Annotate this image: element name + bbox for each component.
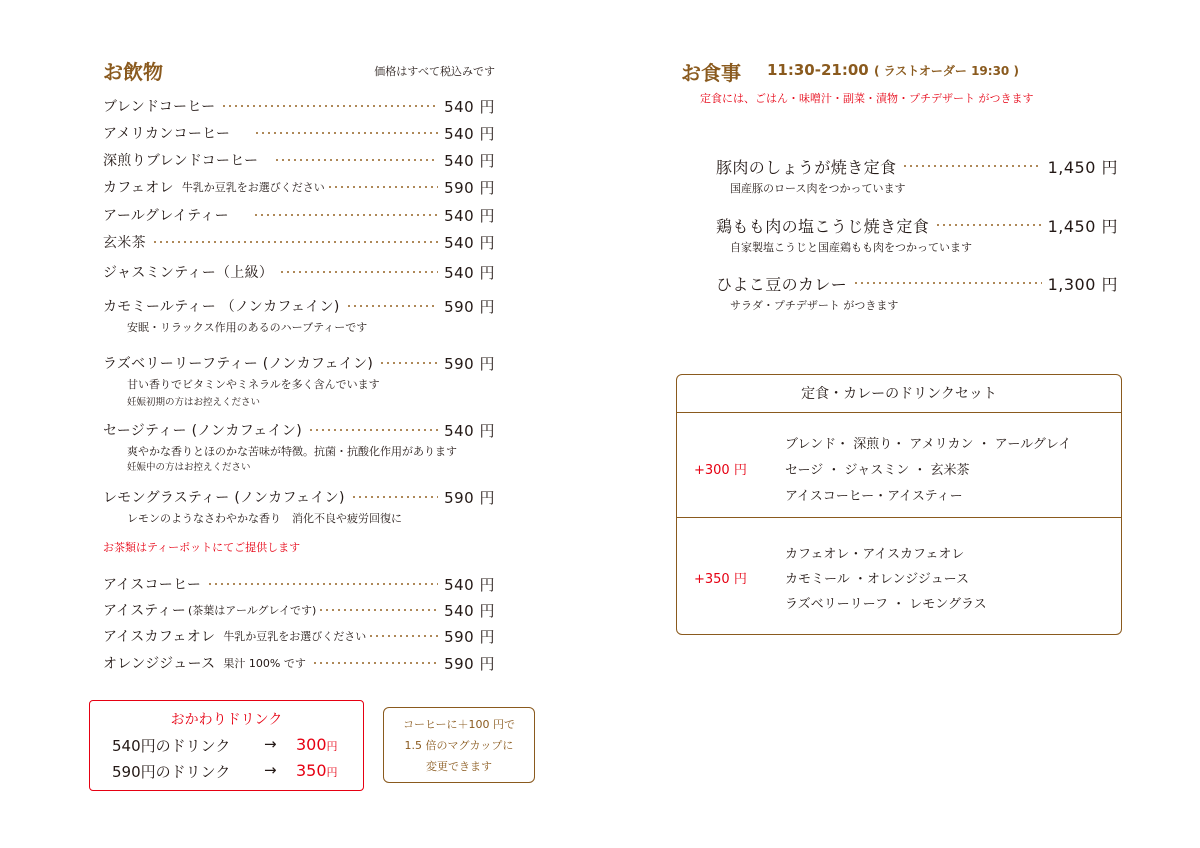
dot-leader <box>902 165 1041 167</box>
dot-leader <box>253 214 438 216</box>
item-name: アイスコーヒー <box>103 577 202 593</box>
item-caution: 妊娠初期の方はお控えください <box>127 397 261 408</box>
set-meal-note: 定食には、ごはん・味噌汁・副菜・漬物・プチデザート がつきます <box>700 92 1034 105</box>
item-price: 540 円 <box>444 206 495 225</box>
arrow-icon: → <box>264 761 277 779</box>
item-caution: 妊娠中の方はお控えください <box>127 462 251 473</box>
item-name: 玄米茶 <box>103 235 146 251</box>
item-option: 牛乳か豆乳をお選びください <box>181 181 325 194</box>
menu-item-raspberry-leaf-tea <box>103 352 495 374</box>
item-price: 540 円 <box>444 97 495 116</box>
dot-leader <box>327 186 438 188</box>
item-name: ラズベリーリーフティー (ノンカフェイン) <box>103 356 374 372</box>
menu-item-blend-coffee <box>103 95 495 117</box>
item-price: 540 円 <box>444 421 495 440</box>
dot-leader <box>346 305 438 307</box>
item-description: 爽やかな香りとほのかな苦味が特徴。抗菌・抗酸化作用があります <box>127 445 457 458</box>
menu-item-chickpea-curry <box>716 271 1118 295</box>
refill-price: 300円 <box>296 735 338 754</box>
menu-item-ginger-pork <box>716 154 1118 178</box>
dot-leader <box>351 496 438 498</box>
refill-row <box>112 761 338 782</box>
drink-set-box <box>676 374 1122 635</box>
set-price: +300 円 <box>694 463 747 478</box>
set-divider <box>677 517 1121 518</box>
set-drink-line: カフェオレ・アイスカフェオレ <box>785 547 965 562</box>
dot-leader <box>207 583 438 585</box>
item-price: 590 円 <box>444 654 495 673</box>
item-name: カフェオレ <box>103 180 174 196</box>
refill-box <box>89 700 364 791</box>
item-price: 1,450 円 <box>1047 157 1118 177</box>
menu-item-chamomile-tea <box>103 295 495 317</box>
teapot-note: お茶類はティーポットにてご提供します <box>103 541 301 554</box>
menu-item-orange-juice <box>103 652 495 674</box>
item-price: 540 円 <box>444 601 495 620</box>
menu-item-dark-roast <box>103 149 495 171</box>
item-price: 1,300 円 <box>1047 274 1118 294</box>
dot-leader <box>254 132 438 134</box>
dot-leader <box>279 271 438 273</box>
item-price: 1,450 円 <box>1047 216 1118 236</box>
refill-price: 350円 <box>296 761 338 780</box>
item-name: アールグレイティー <box>103 208 229 224</box>
dot-leader <box>379 362 438 364</box>
item-name: アイスカフェオレ <box>103 629 216 645</box>
drinks-header <box>103 56 495 84</box>
refill-row <box>112 735 338 756</box>
mug-note-line: コーヒーに＋100 円で <box>402 718 516 731</box>
item-price: 540 円 <box>444 233 495 252</box>
item-name: 深煎りブレンドコーヒー <box>103 153 259 169</box>
dot-leader <box>935 224 1041 226</box>
item-description: 甘い香りでビタミンやミネラルを多く含んでいます <box>127 378 380 391</box>
dot-leader <box>853 282 1041 284</box>
item-name: アメリカンコーヒー <box>103 126 231 142</box>
item-name: オレンジジュース <box>103 656 216 672</box>
mug-note-line: 1.5 倍のマグカップに <box>404 739 514 752</box>
dot-leader <box>308 429 438 431</box>
dot-leader <box>221 105 438 107</box>
dot-leader <box>152 241 438 243</box>
menu-item-genmaicha <box>103 231 495 253</box>
set-drink-line: ブレンド・ 深煎り・ アメリカン ・ アールグレイ <box>785 437 1072 452</box>
menu-item-earl-grey <box>103 204 495 226</box>
menu-item-iced-coffee <box>103 573 495 595</box>
item-name: ジャスミンティー（上級） <box>103 265 274 281</box>
dot-leader <box>368 635 438 637</box>
set-drink-line: カモミール ・オレンジジュース <box>785 572 969 587</box>
set-drink-line: アイスコーヒー・アイスティー <box>785 489 963 504</box>
set-drink-line: ラズベリーリーフ ・ レモングラス <box>785 597 987 612</box>
item-name: ひよこ豆のカレー <box>716 274 848 294</box>
item-price: 590 円 <box>444 297 495 316</box>
item-option: 牛乳か豆乳をお選びください <box>223 630 367 643</box>
menu-item-cafe-au-lait <box>103 176 495 198</box>
menu-item-shio-koji-chicken <box>716 213 1118 237</box>
dot-leader <box>312 662 438 664</box>
item-price: 590 円 <box>444 627 495 646</box>
dot-leader <box>318 609 438 611</box>
item-price: 540 円 <box>444 263 495 282</box>
mug-upgrade-note <box>383 707 535 783</box>
item-name: カモミールティー （ノンカフェイン) <box>103 299 340 315</box>
last-order: ( ラストオーダー 19:30 ) <box>873 64 1019 78</box>
menu-item-iced-tea <box>103 599 495 621</box>
item-description: サラダ・プチデザート がつきます <box>730 299 899 312</box>
item-description: 安眠・リラックス作用のあるのハーブティーです <box>127 321 368 334</box>
arrow-icon: → <box>264 735 277 753</box>
business-hours: 11:30-21:00 <box>767 61 869 79</box>
mug-note-line: 変更できます <box>426 760 492 773</box>
food-hours <box>767 61 1019 79</box>
item-name: 鶏もも肉の塩こうじ焼き定食 <box>716 216 930 236</box>
item-name: ブレンドコーヒー <box>103 99 216 115</box>
item-price: 590 円 <box>444 354 495 373</box>
food-title: お食事 <box>681 61 741 85</box>
set-price: +350 円 <box>694 572 747 587</box>
item-option: (茶葉はアールグレイです) <box>188 604 317 617</box>
set-drink-line: セージ ・ ジャスミン ・ 玄米茶 <box>785 463 970 478</box>
dot-leader <box>274 159 438 161</box>
menu-item-lemongrass-tea <box>103 486 495 508</box>
refill-label: 540円のドリンク <box>112 737 231 755</box>
tax-note: 価格はすべて税込みです <box>374 65 495 78</box>
item-description: 国産豚のロース肉をつかっています <box>730 182 906 195</box>
item-price: 540 円 <box>444 575 495 594</box>
item-description: 自家製塩こうじと国産鶏もも肉をつかっています <box>730 241 972 254</box>
menu-item-american-coffee <box>103 122 495 144</box>
item-name: 豚肉のしょうが焼き定食 <box>716 157 897 177</box>
item-name: セージティー (ノンカフェイン) <box>103 423 302 439</box>
item-price: 540 円 <box>444 151 495 170</box>
item-option: 果汁 100% です <box>223 657 306 670</box>
refill-label: 590円のドリンク <box>112 763 231 781</box>
menu-item-iced-cafe-au-lait <box>103 625 495 647</box>
item-price: 590 円 <box>444 488 495 507</box>
refill-title: おかわりドリンク <box>170 712 283 728</box>
item-name: アイスティー <box>103 603 186 619</box>
drink-set-title: 定食・カレーのドリンクセット <box>677 375 1121 413</box>
item-price: 540 円 <box>444 124 495 143</box>
menu-item-sage-tea <box>103 419 495 441</box>
item-price: 590 円 <box>444 178 495 197</box>
item-name: レモングラスティー (ノンカフェイン) <box>103 490 345 506</box>
drinks-title: お飲物 <box>103 60 163 84</box>
menu-item-jasmine-tea <box>103 261 495 283</box>
item-description: レモンのようなさわやかな香り 消化不良や疲労回復に <box>127 512 402 525</box>
